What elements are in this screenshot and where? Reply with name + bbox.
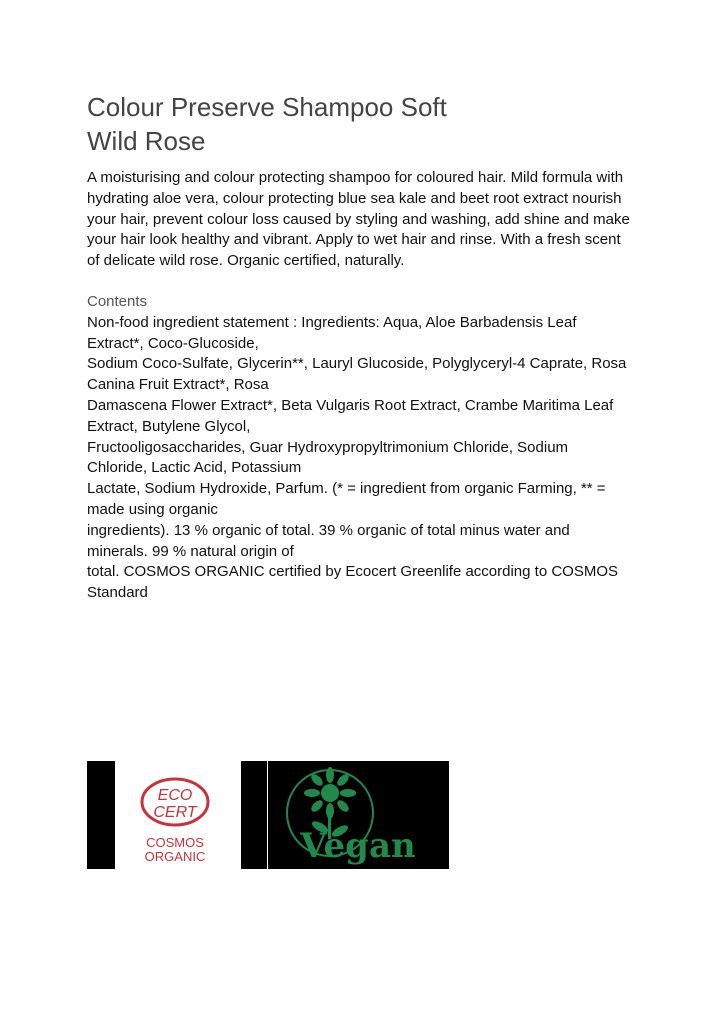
vegan-logo-text: Vegan [300, 826, 416, 866]
vegan-logo [268, 761, 449, 869]
ingredients-line: Sodium Coco-Sulfate, Glycerin**, Lauryl Glucoside, Polyglyceryl-4 Caprate, Rosa Canina Fruit Extract*, Rosa [87, 355, 627, 394]
ecocert-logo [87, 761, 267, 869]
ecocert-logo-panel [115, 761, 241, 869]
title-line-1: Colour Preserve Shampoo Soft [87, 92, 447, 122]
certification-logos [87, 761, 449, 869]
ecocert-text-eco: ECO [157, 787, 193, 804]
vegan-sunflower-icon [268, 761, 449, 869]
ecocert-text-cosmos: COSMOS [146, 835, 204, 850]
ingredients-statement [87, 313, 632, 604]
ingredients-line: total. COSMOS ORGANIC certified by Ecocert Greenlife according to COSMOS Standard [87, 563, 619, 602]
ingredients-line: ingredients). 13 % organic of total. 39 % organic of total minus water and minerals. 99 % natural origin of [87, 521, 570, 560]
contents-heading: Contents [87, 292, 148, 310]
ecocert-cosmos-organic-icon [115, 761, 241, 869]
document-page [87, 90, 632, 604]
ingredients-line: Non-food ingredient statement : Ingredients: Aqua, Aloe Barbadensis Leaf Extract*, Coco-Glucoside, [87, 313, 577, 352]
ecocert-text-organic: ORGANIC [144, 849, 206, 864]
title-line-2: Wild Rose [87, 126, 206, 156]
ecocert-text-cert: CERT [153, 804, 197, 821]
ingredients-line: Damascena Flower Extract*, Beta Vulgaris Root Extract, Crambe Maritima Leaf Extract, Butylene Glycol, [87, 396, 614, 435]
product-title [87, 90, 632, 158]
product-description: A moisturising and colour protecting shampoo for coloured hair. Mild formula with hydrating aloe vera, colour protecting blue sea kale and beet root extract nourish your hair, prevent colour loss caused by styling and washing, add shine and make your hair look healthy and vibrant. Apply to wet hair and rinse. With a fresh scent of delicate wild rose. Organic certified, naturally. [87, 169, 630, 270]
ingredients-line: Lactate, Sodium Hydroxide, Parfum. (* = ingredient from organic Farming, ** = made using organic [87, 480, 606, 518]
ingredients-line: Fructooligosaccharides, Guar Hydroxypropyltrimonium Chloride, Sodium Chloride, Lactic Acid, Potassium [87, 438, 569, 477]
